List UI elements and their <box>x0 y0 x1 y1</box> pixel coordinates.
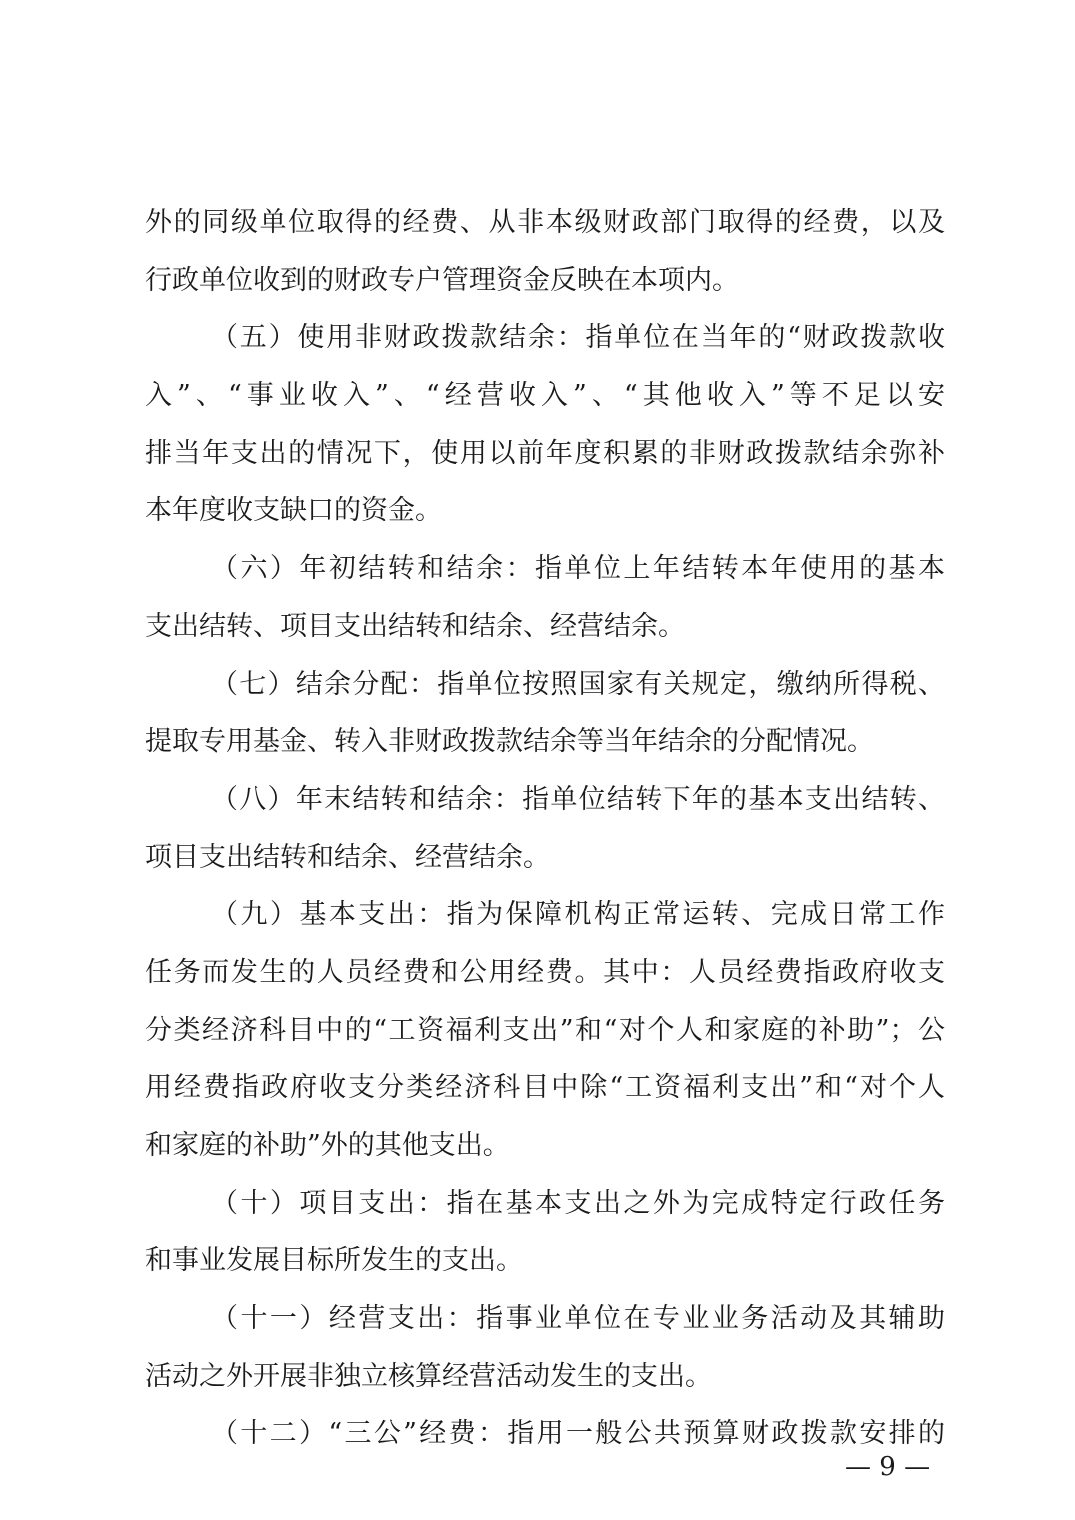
text-line: 项目支出结转和结余、经营结余。 <box>145 841 550 873</box>
text-line: 外的同级单位取得的经费、从非本级财政部门取得的经费，以及 <box>145 207 945 238</box>
paragraph-heading-line: （七）结余分配：指单位按照国家有关规定，缴纳所得税、 <box>211 668 945 700</box>
document-body <box>145 194 945 1463</box>
paragraph-heading-line: （十一）经营支出：指事业单位在专业业务活动及其辅助 <box>211 1303 945 1335</box>
text-line: 分类经济科目中的“工资福利支出”和“对个人和家庭的补助”；公 <box>145 1014 945 1046</box>
paragraph-heading-line: （十二）“三公”经费：指用一般公共预算财政拨款安排的 <box>211 1418 945 1450</box>
text-line: 提取专用基金、转入非财政拨款结余等当年结余的分配情况。 <box>145 726 874 758</box>
paragraph-heading-line: （五）使用非财政拨款结余：指单位在当年的“财政拨款收 <box>211 322 945 354</box>
text-line: 本年度收支缺口的资金。 <box>145 495 442 527</box>
text-line: 入”、“事业收入”、“经营收入”、“其他收入”等不足以安 <box>145 380 945 412</box>
text-line: 排当年支出的情况下，使用以前年度积累的非财政拨款结余弥补 <box>145 437 945 469</box>
paragraph-heading-line: （十）项目支出：指在基本支出之外为完成特定行政任务 <box>211 1187 945 1219</box>
paragraph-heading-line: （八）年末结转和结余：指单位结转下年的基本支出结转、 <box>211 783 945 815</box>
text-line: 用经费指政府收支分类经济科目中除“工资福利支出”和“对个人 <box>145 1072 945 1104</box>
text-line: 支出结转、项目支出结转和结余、经营结余。 <box>145 610 685 642</box>
page-number: — 9 — <box>845 1452 931 1482</box>
text-line: 任务而发生的人员经费和公用经费。其中：人员经费指政府收支 <box>145 956 945 988</box>
text-line: 行政单位收到的财政专户管理资金反映在本项内。 <box>145 264 739 296</box>
text-line: 和事业发展目标所发生的支出。 <box>145 1245 523 1277</box>
paragraph-heading-line: （六）年初结转和结余：指单位上年结转本年使用的基本 <box>211 553 945 585</box>
text-line: 活动之外开展非独立核算经营活动发生的支出。 <box>145 1360 712 1392</box>
paragraph-heading-line: （九）基本支出：指为保障机构正常运转、完成日常工作 <box>211 899 945 931</box>
text-line: 和家庭的补助”外的其他支出。 <box>145 1130 510 1161</box>
